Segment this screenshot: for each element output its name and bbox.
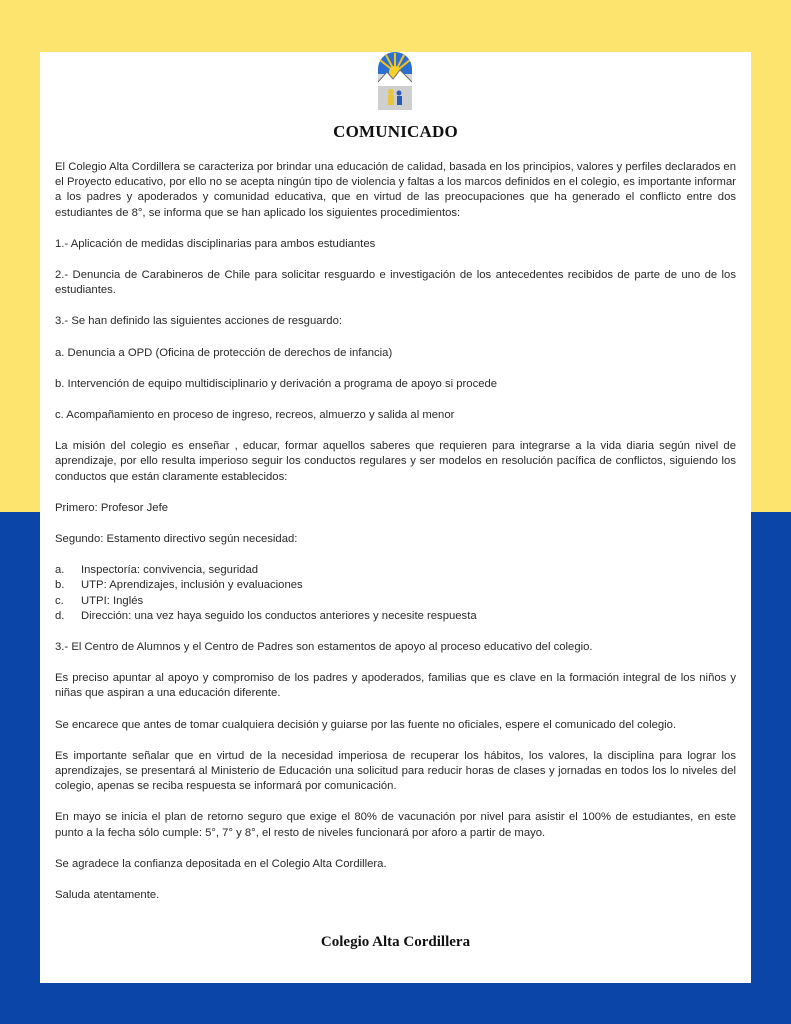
closing-line: Saluda atentamente. [55,889,160,902]
mayo-paragraph: En mayo se inicia el plan de retorno seguro que exige el 80% de vacunación por nivel para asistir el 100% de estudiantes, en este punto a la fecha sólo cumple: 5°, 7° y 8°, el resto de niveles funcionará por aforo a partir de mayo. [55,811,736,839]
centro-paragraph: 3.- El Centro de Alumnos y el Centro de Padres son estamentos de apoyo al proceso educativo del colegio. [55,641,593,654]
mision-paragraph: La misión del colegio es enseñar , educar, formar aquellos saberes que requieren para integrarse a la vida diaria según nivel de aprendizaje, por ello resulta imperioso seguir los conductos regulares y ser modelos en resolución pacífica de conflictos, siguiendo los conductos que están claramente establecidos: [55,440,736,483]
procedure-2: 2.- Denuncia de Carabineros de Chile para solicitar resguardo e investigación de los antecedentes recibidos de parte de uno de los estudiantes. [55,269,736,297]
list-item [55,609,736,624]
list-marker: a. [55,564,65,577]
letter-body [55,160,736,903]
estamentos-list [55,563,736,624]
procedure-3: 3.- Se han definido las siguientes acciones de resguardo: [55,315,343,328]
signature: Colegio Alta Cordillera [320,934,471,950]
action-a: a. Denuncia a OPD (Oficina de protección de derechos de infancia) [55,346,393,359]
school-crest-icon [378,52,412,110]
list-text: Inspectoría: convivencia, seguridad [81,564,259,577]
action-b: b. Intervención de equipo multidisciplinario y derivación a programa de apoyo si procede [55,377,498,390]
agradece-paragraph: Se agradece la confianza depositada en el Colegio Alta Cordillera. [55,857,387,870]
encarece-paragraph: Se encarece que antes de tomar cualquiera decisión y guiarse por las fuente no oficiales, espere el comunicado del colegio. [55,718,677,731]
segundo-line: Segundo: Estamento directivo según necesidad: [55,533,298,546]
list-item [55,563,736,578]
list-item [55,594,736,609]
list-marker: b. [55,579,65,592]
intro-paragraph: El Colegio Alta Cordillera se caracteriza por brindar una educación de calidad, basada en los principios, valores y perfiles declarados en el Proyecto educativo, por ello no se acepta ningún tipo de violencia y faltas a los marcos definidos en el colegio, es importante informar a los padres y apoderados y comunidad educativa, que en virtud de las preocupaciones que ha generado el conflicto entre dos estudiantes de 8°, se informa que se han aplicado los siguientes procedimientos: [55,161,736,219]
action-c: c. Acompañamiento en proceso de ingreso, recreos, almuerzo y salida al menor [55,409,455,422]
list-marker: d. [55,609,65,622]
list-text: Dirección: una vez haya seguido los conductos anteriores y necesite respuesta [81,609,477,622]
page-title: COMUNICADO [333,122,458,141]
letter-page [40,52,751,983]
list-item [55,578,736,593]
list-text: UTP: Aprendizajes, inclusión y evaluaciones [81,579,303,592]
procedure-1: 1.- Aplicación de medidas disciplinarias para ambos estudiantes [55,237,376,250]
list-text: UTPI: Inglés [81,594,144,607]
primero-line: Primero: Profesor Jefe [55,501,169,514]
apoyo-paragraph: Es preciso apuntar al apoyo y compromiso de los padres y apoderados, familias que es clave en la formación integral de los niños y niñas que aspiran a una educación diferente. [55,672,736,700]
list-marker: c. [55,594,64,607]
importante-paragraph: Es importante señalar que en virtud de la necesidad imperiosa de recuperar los hábitos, los valores, la disciplina para lograr los aprendizajes, se presentará al Ministerio de Educación una solicitud para reducir horas de clases y jornadas en todos los lo niveles del colegio, apenas se reciba respuesta se informará por comunicación. [55,749,736,793]
